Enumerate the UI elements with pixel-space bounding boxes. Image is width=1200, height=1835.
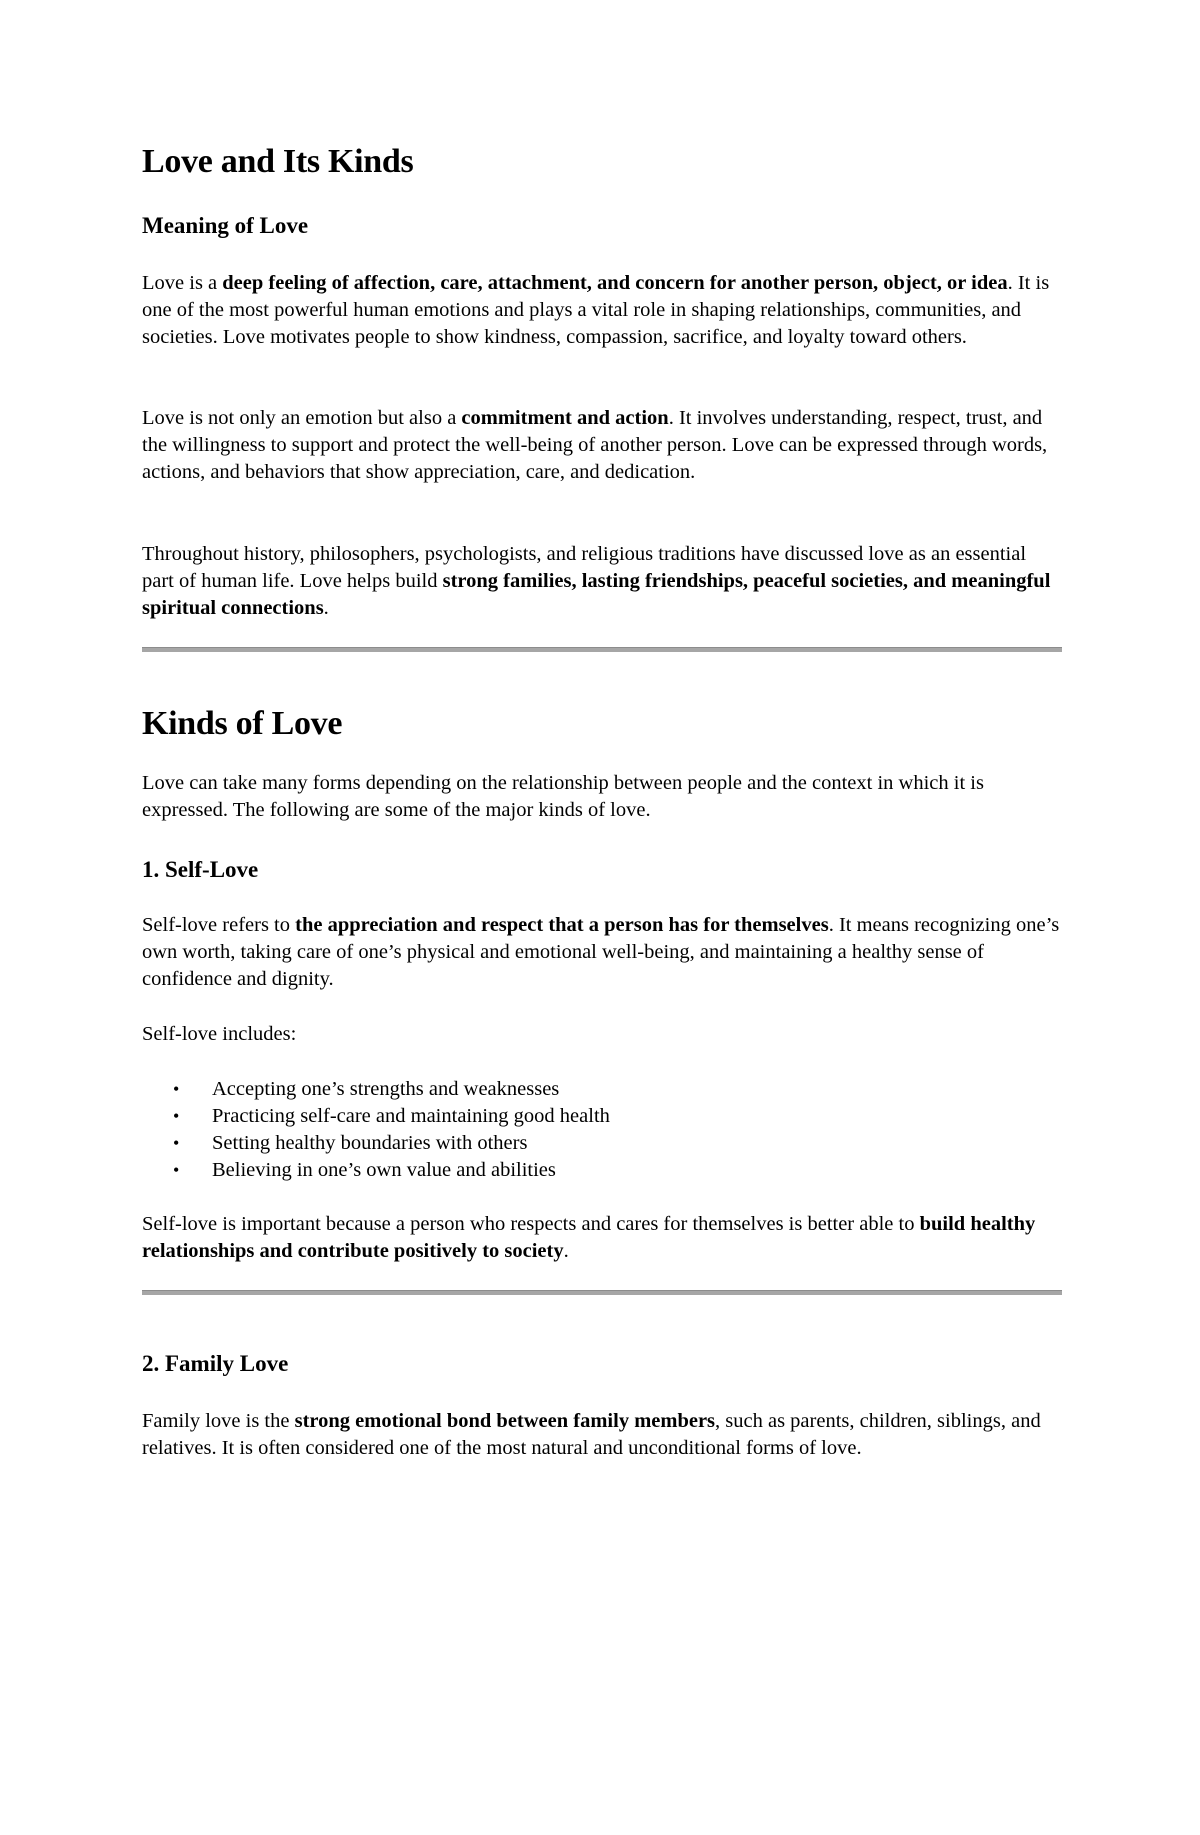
- bold-run: deep feeling of affection, care, attachment, and concern for another person, object, or idea: [222, 272, 1008, 294]
- self-love-includes: Self-love includes:: [142, 1023, 297, 1045]
- family-love-paragraph: [142, 1408, 1062, 1462]
- list-item: [142, 1157, 1062, 1184]
- meaning-paragraph-3: [142, 541, 1062, 622]
- self-love-paragraph: [142, 912, 1062, 993]
- text-run: Family love is the: [142, 1410, 295, 1432]
- list-item-text: Setting healthy boundaries with others: [212, 1132, 528, 1154]
- text-run: Self-love refers to: [142, 914, 296, 936]
- list-item-text: Believing in one’s own value and abilities: [212, 1159, 556, 1181]
- bullet-icon: •: [173, 1106, 180, 1126]
- bold-run: strong emotional bond between family members: [294, 1410, 716, 1432]
- text-run: . It is one of the most powerful human emotions and plays a vital role in shaping relationships, communities, and societies. Love motivates people to show kindness, compassion, sacrifice, and loyalty toward others.: [142, 272, 1050, 348]
- family-love-heading: 2. Family Love: [142, 1351, 289, 1376]
- text-run: . It means recognizing one’s own worth, taking care of one’s physical and emotional well-being, and maintaining a healthy sense of confidence and dignity.: [142, 914, 1060, 990]
- text-run: . It involves understanding, respect, trust, and the willingness to support and protect the well-being of another person. Love can be expressed through words, actions, and behaviors that show appreciation, care, and dedication.: [142, 407, 1048, 483]
- text-run: Love is not only an emotion but also a: [142, 407, 462, 429]
- text-run: .: [323, 597, 329, 619]
- meaning-paragraph-1: [142, 270, 1062, 351]
- kinds-title: Kinds of Love: [142, 705, 343, 742]
- list-item: [142, 1076, 1062, 1103]
- list-item-text: Accepting one’s strengths and weaknesses: [212, 1078, 560, 1100]
- bullet-icon: •: [173, 1133, 180, 1153]
- text-run: Love is a: [142, 272, 223, 294]
- meaning-heading: Meaning of Love: [142, 213, 309, 238]
- list-item: [142, 1103, 1062, 1130]
- bold-run: strong families, lasting friendships, peaceful societies, and meaningful spiritual connections: [142, 570, 1051, 619]
- self-love-heading: 1. Self-Love: [142, 857, 259, 882]
- text-run: Self-love is important because a person who respects and cares for themselves is better able to: [142, 1213, 920, 1235]
- horizontal-rule: [142, 647, 1062, 652]
- bold-run: the appreciation and respect that a person has for themselves: [295, 914, 829, 936]
- text-run: Throughout history, philosophers, psychologists, and religious traditions have discussed love as an essential part of human life. Love helps build: [142, 543, 1027, 592]
- bullet-icon: •: [173, 1079, 180, 1099]
- text-run: , such as parents, children, siblings, and relatives. It is often considered one of the most natural and unconditional forms of love.: [142, 1410, 1041, 1459]
- bold-run: build healthy relationships and contribute positively to society: [142, 1213, 1036, 1262]
- bullet-icon: •: [173, 1160, 180, 1180]
- bold-run: commitment and action: [461, 407, 669, 429]
- list-item-text: Practicing self-care and maintaining good health: [212, 1105, 610, 1127]
- horizontal-rule: [142, 1290, 1062, 1295]
- list-item: [142, 1130, 1062, 1157]
- text-run: .: [563, 1240, 569, 1262]
- meaning-paragraph-2: [142, 405, 1062, 486]
- kinds-intro: Love can take many forms depending on the relationship between people and the context in which it is expressed. The following are some of the major kinds of love.: [142, 772, 984, 821]
- self-love-bullet-list: [142, 1076, 1062, 1184]
- self-love-importance: [142, 1211, 1062, 1265]
- document-title: Love and Its Kinds: [142, 143, 414, 180]
